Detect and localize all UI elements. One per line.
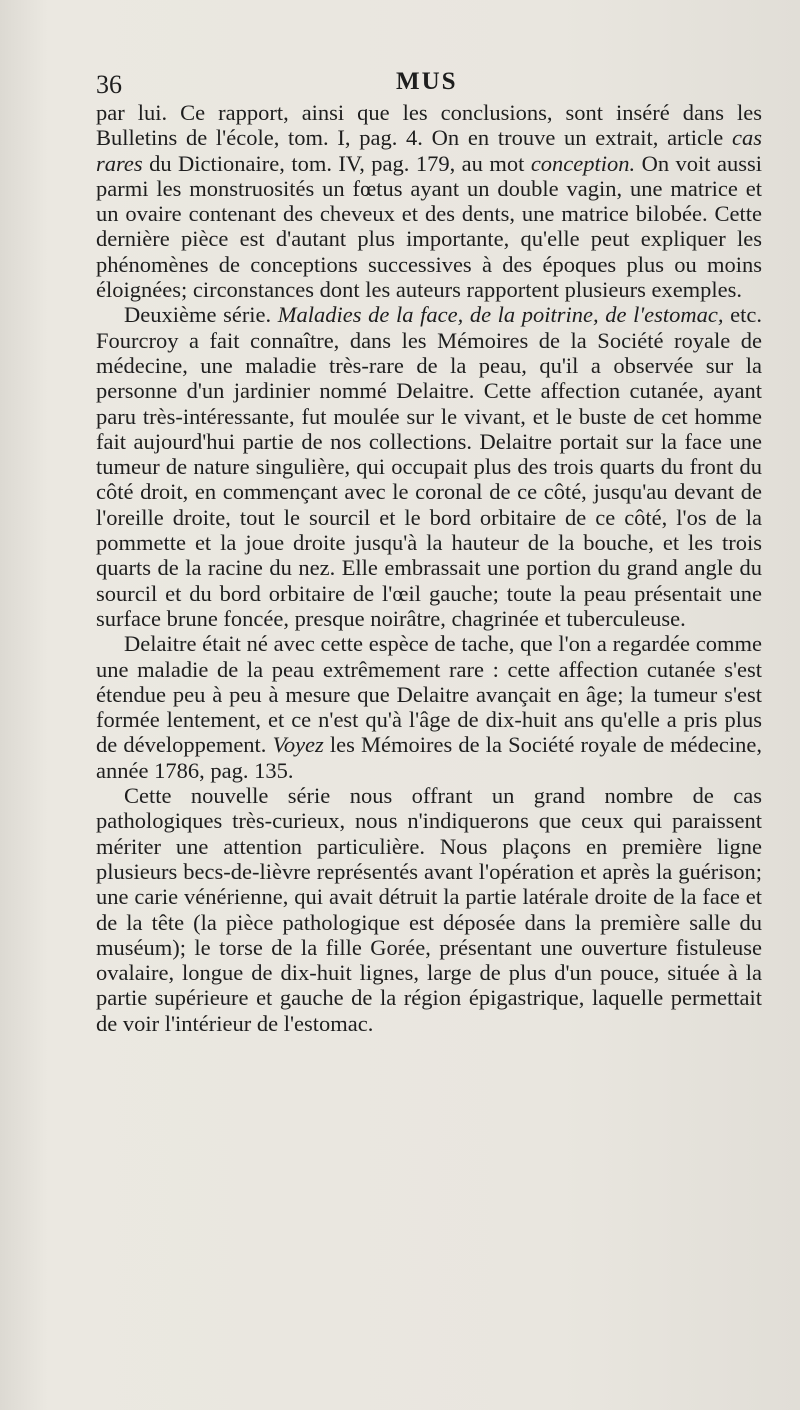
text-run: les Mémoires de la Société royale de médecine, année 1786, pag. 135.	[96, 732, 762, 783]
italic-text: Maladies de la face, de la poitrine, de l'estomac,	[277, 302, 724, 328]
paragraph-3	[96, 631, 762, 783]
running-head: MUS	[396, 68, 458, 95]
italic-text: conception.	[530, 150, 636, 176]
text-run: Deuxième série.	[124, 302, 278, 328]
text-run: etc. Fourcroy a fait connaître, dans les Mémoires de la Société royale de médecine, une maladie très-rare de la peau, qu'il a observée sur la personne d'un jardinier nommé Delaitre. Cette affection cutanée, ayant paru très-intéressante, fut moulée sur le vivant, et le buste de cet homme fait aujourd'hui partie de nos collections. Delaitre portait sur la face une tumeur de nature singulière, qui occupait plus des trois quarts du front du côté droit, en commençant avec le coronal de ce côté, jusqu'au devant de l'oreille droite, tout le sourcil et le bord orbitaire de ce côté, l'os de la pommette et la joue droite jusqu'à la hauteur de la bouche, et les trois quarts de la racine du nez. Elle embrassait une portion du grand angle du sourcil et du bord orbitaire de l'œil gauche; toute la peau présentait une surface brune foncée, presque noirâtre, chagrinée et tuberculeuse.	[96, 302, 763, 631]
body-text	[96, 100, 762, 1036]
text-run: Delaitre était né avec cette espèce de tache, que l'on a regardée comme une maladie de la peau extrêmement rare : cette affection cutanée s'est étendue peu à peu à mesure que Delaitre avançait en âge; la tumeur s'est formée lentement, et ce n'est qu'à l'âge de dix-huit ans qu'elle a pris plus de développement.	[96, 631, 762, 758]
italic-text: cas rares	[96, 125, 762, 176]
italic-text: Voyez	[272, 732, 324, 758]
paragraph-2	[96, 302, 762, 631]
page-number: 36	[96, 70, 122, 99]
paragraph-1	[96, 100, 762, 302]
paragraph-4	[96, 783, 762, 1036]
text-run: par lui. Ce rapport, ainsi que les conclusions, sont inséré dans les Bulletins de l'école, tom. I, pag. 4. On en trouve un extrait, article	[96, 100, 762, 151]
text-run: On voit aussi parmi les monstruosités un fœtus ayant un double vagin, une matrice et un ovaire contenant des cheveux et des dents, une matrice bilobée. Cette dernière pièce est d'autant plus importante, qu'elle peut expliquer les phénomènes de conceptions successives à des époques plus ou moins éloignées; circonstances dont les auteurs rapportent plusieurs exemples.	[96, 150, 762, 303]
text-run: Cette nouvelle série nous offrant un grand nombre de cas pathologiques très-curieux, nous n'indiquerons que ceux qui paraissent mériter une attention particulière. Nous plaçons en première ligne plusieurs becs-de-lièvre représentés avant l'opération et après la guérison; une carie vénérienne, qui avait détruit la partie latérale droite de la face et de la tête (la pièce pathologique est déposée dans la première salle du muséum); le torse de la fille Gorée, présentant une ouverture fistuleuse ovalaire, longue de dix-huit lignes, large de plus d'un pouce, située à la partie supérieure et gauche de la région épigastrique, laquelle permettait de voir l'intérieur de l'estomac.	[96, 783, 762, 1036]
text-run: du Dictionaire, tom. IV, pag. 179, au mot	[142, 150, 531, 176]
